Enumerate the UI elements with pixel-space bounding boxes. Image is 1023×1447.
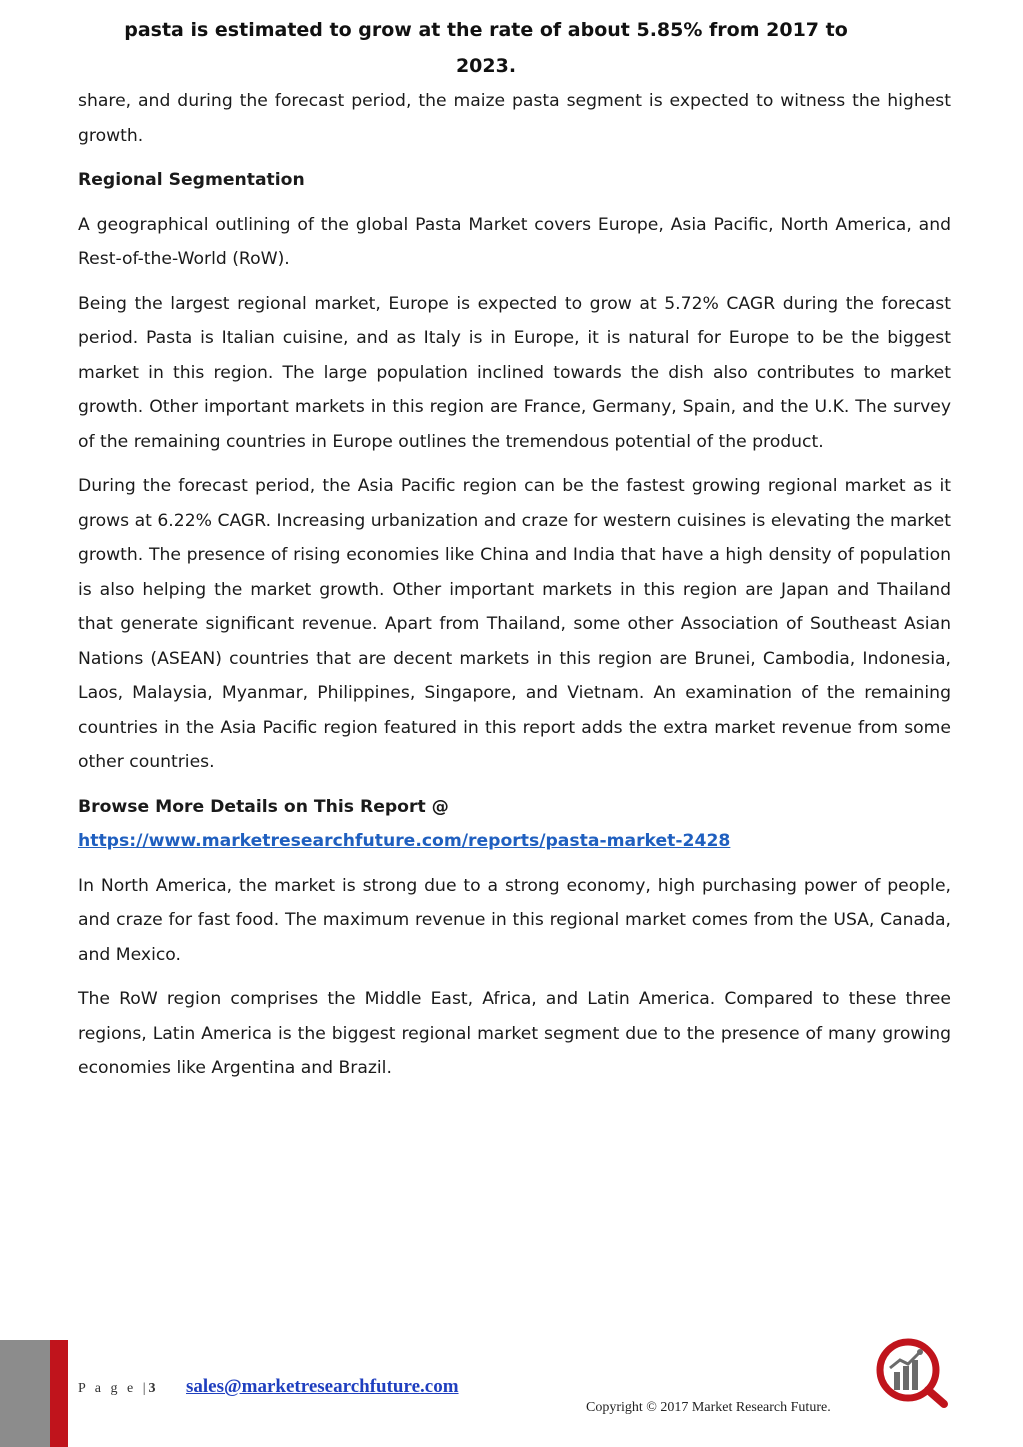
browse-more-label: Browse More Details on This Report @ xyxy=(78,796,449,817)
document-body xyxy=(78,84,951,1096)
market-research-future-logo-icon xyxy=(870,1336,954,1408)
footer-red-bar xyxy=(50,1340,68,1447)
browse-more-block xyxy=(78,790,951,859)
asia-pacific-paragraph: During the forecast period, the Asia Pacific region can be the fastest growing regional market as it grows at 6.22% CAGR. Increasing urbanization and craze for western cuisines is elevating the market growth. The presence of rising economies like China and India that have a high density of population is also helping the market growth. Other important markets in this region are Japan and Thailand that generate significant revenue. Apart from Thailand, some other Association of Southeast Asian Nations (ASEAN) countries that are decent markets in this region are Brunei, Cambodia, Indonesia, Laos, Malaysia, Myanmar, Philippines, Singapore, and Vietnam. An examination of the remaining countries in the Asia Pacific region featured in this report adds the extra market revenue from some other countries. xyxy=(78,476,951,772)
geography-paragraph: A geographical outlining of the global Pasta Market covers Europe, Asia Pacific, North America, and Rest-of-the-World (RoW). xyxy=(78,214,951,269)
page-number-value: 3 xyxy=(148,1381,159,1396)
row-paragraph: The RoW region comprises the Middle East, Africa, and Latin America. Compared to these three regions, Latin America is the biggest regional market segment due to the presence of many growing economies like Argentina and Brazil. xyxy=(78,989,951,1078)
report-link[interactable]: https://www.marketresearchfuture.com/reports/pasta-market-2428 xyxy=(78,831,731,851)
regional-segmentation-heading: Regional Segmentation xyxy=(78,170,305,190)
page-number xyxy=(78,1381,159,1397)
copyright-notice: Copyright © 2017 Market Research Future. xyxy=(586,1400,831,1415)
page-label: P a g e | xyxy=(78,1381,149,1396)
europe-paragraph: Being the largest regional market, Europe is expected to grow at 5.72% CAGR during the forecast period. Pasta is Italian cuisine, and as Italy is in Europe, it is natural for Europe to be the biggest market in this region. The large population inclined towards the dish also contributes to market growth. Other important markets in this region are France, Germany, Spain, and the U.K. The survey of the remaining countries in Europe outlines the tremendous potential of the product. xyxy=(78,293,951,452)
north-america-paragraph: In North America, the market is strong due to a strong economy, high purchasing power of people, and craze for fast food. The maximum revenue in this regional market comes from the USA, Canada, and Mexico. xyxy=(78,875,951,965)
header-line-2: 2023. xyxy=(455,55,517,77)
page-header xyxy=(60,12,912,84)
intro-paragraph: share, and during the forecast period, the maize pasta segment is expected to witness the highest growth. xyxy=(78,91,951,146)
sales-email-link[interactable]: sales@marketresearchfuture.com xyxy=(186,1376,459,1397)
footer-gray-bar xyxy=(0,1340,50,1447)
header-line-1: pasta is estimated to grow at the rate of about 5.85% from 2017 to xyxy=(124,19,848,41)
